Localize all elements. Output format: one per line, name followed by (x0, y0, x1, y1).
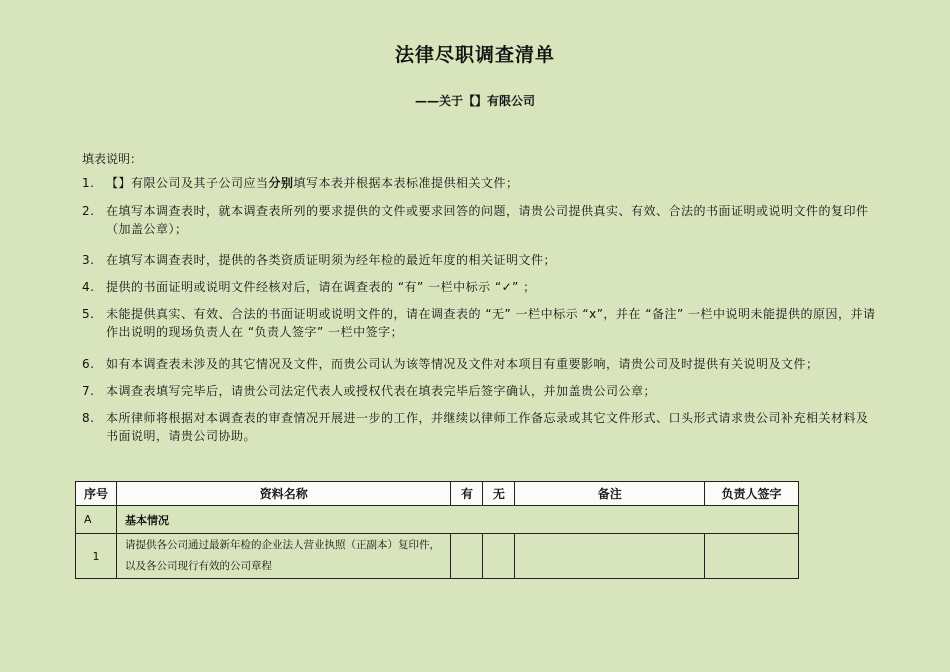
instruction-item-6 (82, 355, 877, 373)
instruction-text: 如有本调查表未涉及的其它情况及文件，而贵公司认为该等情况及文件对本项目有重要影响，请贵公司及时提供有关说明及文件； (106, 357, 819, 371)
section-code: A (76, 506, 117, 534)
instruction-number: 5. (82, 307, 95, 321)
instruction-item-2 (82, 202, 877, 238)
instruction-number: 8. (82, 411, 95, 425)
instruction-number: 4. (82, 280, 95, 294)
row-document-name: 请提供各公司通过最新年检的企业法人营业执照（正副本）复印件，以及各公司现行有效的公司章程 (116, 534, 451, 579)
instruction-number: 6. (82, 357, 95, 371)
section-row (76, 506, 799, 534)
section-title: 基本情况 (116, 506, 798, 534)
column-header-none: 无 (483, 482, 515, 506)
column-header-remark: 备注 (515, 482, 705, 506)
instruction-text: 在填写本调查表时，提供的各类资质证明须为经年检的最近年度的相关证明文件； (106, 253, 557, 267)
instruction-text: 未能提供真实、有效、合法的书面证明或说明文件的，请在调查表的 “无” 一栏中标示 “x”，并在 “备注” 一栏中说明未能提供的原因，并请作出说明的现场负责人在 “负责人签字” 一栏中签字； (106, 307, 876, 339)
row-remark-cell[interactable] (515, 534, 705, 579)
instruction-text: 【】有限公司及其子公司应当分别填写本表并根据本表标准提供相关文件； (106, 176, 519, 190)
instruction-number: 1. (82, 176, 95, 190)
instruction-item-4 (82, 278, 877, 296)
row-has-cell[interactable] (451, 534, 483, 579)
instruction-text: 提供的书面证明或说明文件经核对后，请在调查表的 “有” 一栏中标示 “✓” ； (106, 280, 536, 294)
document-title: 法律尽职调查清单 (394, 44, 555, 66)
document-subtitle: ——关于【】有限公司 (414, 94, 535, 108)
row-seq: 1 (76, 534, 117, 579)
column-header-signer: 负责人签字 (705, 482, 799, 506)
instruction-item-7 (82, 382, 877, 400)
instruction-number: 3. (82, 253, 95, 267)
row-none-cell[interactable] (483, 534, 515, 579)
column-header-name: 资料名称 (116, 482, 451, 506)
instructions-heading: 填表说明： (82, 152, 143, 166)
instruction-item-5 (82, 305, 877, 341)
instruction-text: 在填写本调查表时，就本调查表所列的要求提供的文件或要求回答的问题，请贵公司提供真实、有效、合法的书面证明或说明文件的复印件（加盖公章）； (106, 204, 869, 236)
instruction-text: 本调查表填写完毕后，请贵公司法定代表人或授权代表在填表完毕后签字确认，并加盖贵公司公章； (106, 384, 657, 398)
column-header-has: 有 (451, 482, 483, 506)
due-diligence-table (75, 481, 799, 579)
instruction-number: 2. (82, 204, 95, 218)
instruction-text: 本所律师将根据对本调查表的审查情况开展进一步的工作，并继续以律师工作备忘录或其它文件形式、口头形式请求贵公司补充相关材料及书面说明，请贵公司协助。 (106, 411, 869, 443)
instruction-item-3 (82, 251, 877, 269)
instruction-number: 7. (82, 384, 95, 398)
table-row (76, 534, 799, 579)
emphasis-text: 分别 (268, 176, 294, 190)
table-header-row (76, 482, 799, 506)
instruction-item-1 (82, 174, 877, 192)
row-signer-cell[interactable] (705, 534, 799, 579)
column-header-seq: 序号 (76, 482, 117, 506)
instruction-item-8 (82, 409, 877, 445)
